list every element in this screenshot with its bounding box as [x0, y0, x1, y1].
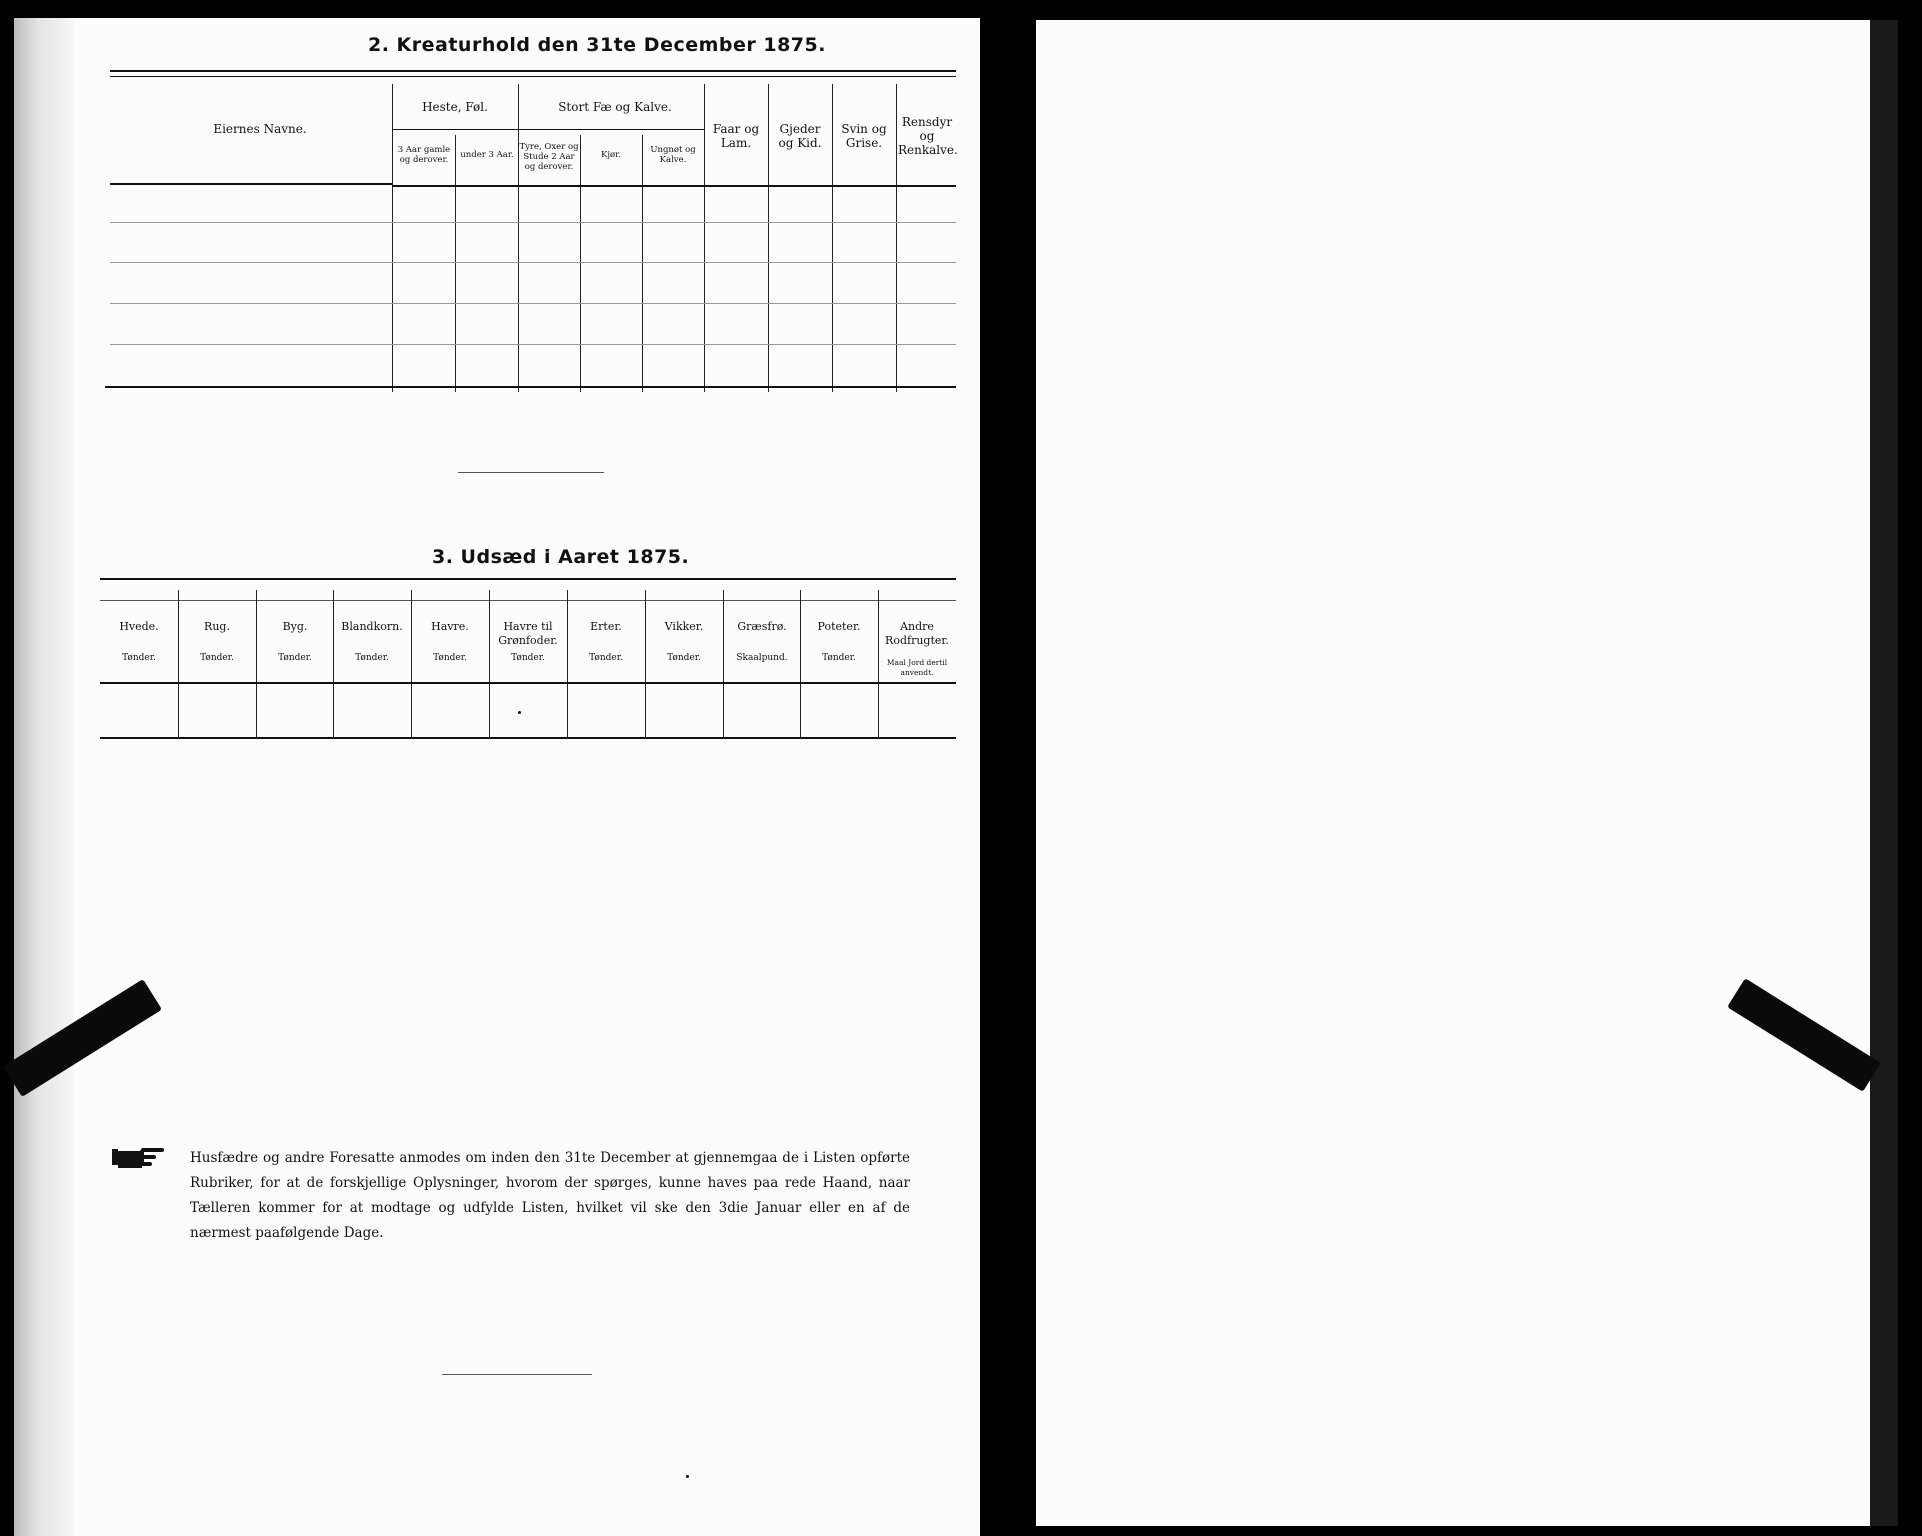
header-goats: Gjeder og Kid. [778, 122, 822, 150]
seed-column-divider [489, 590, 490, 738]
seed-column-divider [333, 590, 334, 738]
seed-column-name: Byg. [282, 620, 308, 633]
seed-column-divider [645, 590, 646, 738]
seed-column-unit: Maal Jord dertil anvendt. [886, 658, 948, 677]
seed-column-unit: Tønder. [355, 653, 389, 663]
seed-column-name: Havre. [431, 620, 469, 633]
header-horses: Heste, Føl. [422, 100, 488, 114]
seed-column-unit: Tønder. [200, 653, 234, 663]
header-pigs: Svin og Grise. [841, 122, 887, 150]
seed-column-unit: Tønder. [589, 653, 623, 663]
seed-column-divider [800, 590, 801, 738]
owner-header: Eiernes Navne. [213, 122, 307, 136]
seed-column-name: Havre til Grønfoder. [498, 620, 558, 647]
seed-column-name: Andre Rodfrugter. [885, 620, 949, 647]
left-page [14, 18, 980, 1536]
page-edge-shadow [1870, 20, 1898, 1526]
seed-column-divider [178, 590, 179, 738]
seed-column-divider [256, 590, 257, 738]
seed-column-name: Erter. [590, 620, 622, 633]
seed-column-name: Blandkorn. [341, 620, 403, 633]
seed-column-unit: Tønder. [822, 653, 856, 663]
ink-dot [686, 1475, 689, 1478]
seed-column-name: Rug. [204, 620, 230, 633]
page-edge-shadow [14, 18, 74, 1536]
seed-column-unit: Skaalpund. [736, 653, 788, 663]
seed-column-name: Poteter. [817, 620, 861, 633]
section-divider [458, 472, 604, 473]
header-cattle-bulls: Tyre, Oxer og Stude 2 Aar og derover. [519, 142, 579, 172]
section2-title: 2. Kreaturhold den 31te December 1875. [368, 34, 826, 56]
header-reindeer: Rensdyr og Renkalve. [898, 115, 958, 157]
seed-column-divider [878, 590, 879, 738]
header-horses-old: 3 Aar gamle og derover. [397, 145, 451, 165]
seed-column-divider [567, 590, 568, 738]
seed-column-unit: Tønder. [511, 653, 545, 663]
seed-column-unit: Tønder. [278, 653, 312, 663]
bottom-divider [442, 1374, 592, 1375]
ink-dot [518, 711, 521, 714]
seed-column-divider [723, 590, 724, 738]
header-horses-young: under 3 Aar. [460, 150, 514, 160]
header-cattle-young: Ungnøt og Kalve. [650, 145, 696, 165]
notice-text: Husfædre og andre Foresatte anmodes om inden den 31te December at gjennemgaa de i Listen opførte Rubriker, for at de forskjellige Oplysninger, hvorom der spørges, kunne haves paa rede Haand, naar Tælleren kommer for at modtage og udfylde Listen, hvilket vil ske den 3die Januar eller en af de nærmest paafølgende Dage. [190, 1150, 910, 1241]
section3-title: 3. Udsæd i Aaret 1875. [432, 546, 690, 568]
right-page [1036, 20, 1878, 1526]
seed-column-divider [411, 590, 412, 738]
header-cattle-cows: Kjør. [601, 150, 621, 160]
seed-column-name: Græsfrø. [737, 620, 787, 633]
seed-column-unit: Tønder. [122, 653, 156, 663]
seed-column-name: Vikker. [664, 620, 704, 633]
seed-column-unit: Tønder. [433, 653, 467, 663]
header-sheep: Faar og Lam. [712, 122, 760, 150]
pointing-hand-icon [110, 1145, 166, 1169]
seed-column-unit: Tønder. [667, 653, 701, 663]
seed-column-name: Hvede. [119, 620, 159, 633]
header-cattle: Stort Fæ og Kalve. [558, 100, 672, 114]
